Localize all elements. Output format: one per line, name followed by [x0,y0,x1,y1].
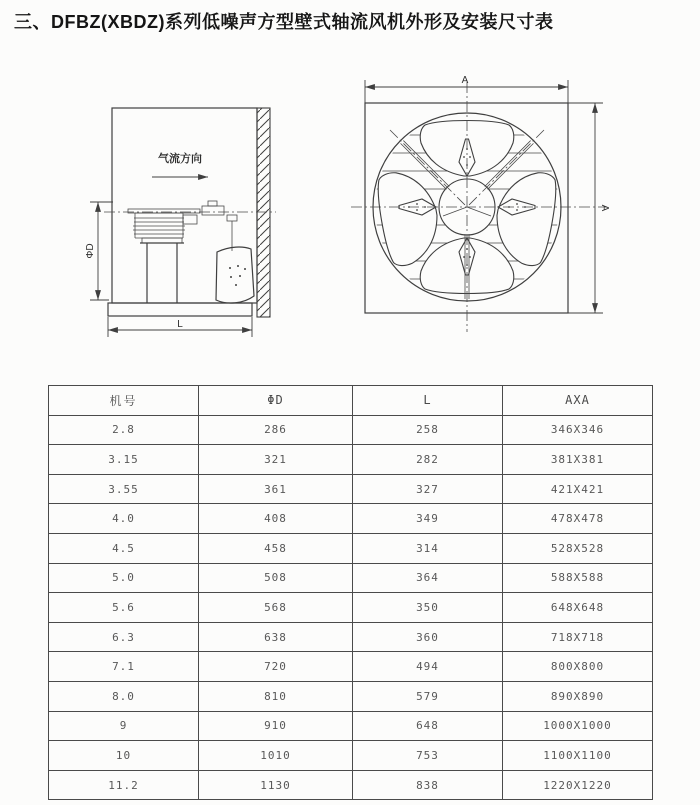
table-cell: 4.0 [49,504,199,534]
dimension-phi-d [85,202,113,300]
table-cell: 3.55 [49,474,199,504]
table-cell: 753 [353,741,503,771]
table-row [49,770,653,800]
table-row [49,563,653,593]
table-cell: 10 [49,741,199,771]
table-cell: 5.0 [49,563,199,593]
table-cell: 381X381 [503,445,653,475]
table-row [49,652,653,682]
table-cell: 838 [353,770,503,800]
phi-d-label: ΦD [85,243,96,259]
motor-assembly [128,209,200,303]
table-cell: 528X528 [503,533,653,563]
dimension-l [108,317,252,337]
table-cell: 327 [353,474,503,504]
table-row [49,711,653,741]
table-cell: 800X800 [503,652,653,682]
table-cell: 508 [199,563,353,593]
airflow-direction-label: 气流方向 [158,153,202,165]
table-cell: 1000X1000 [503,711,653,741]
table-row [49,533,653,563]
table-cell: 638 [199,622,353,652]
table-cell: 5.6 [49,593,199,623]
table-cell: 1100X1100 [503,741,653,771]
base-plate [108,303,252,316]
table-cell: 7.1 [49,652,199,682]
table-cell: 579 [353,681,503,711]
table-cell: 648 [353,711,503,741]
table-cell: 494 [353,652,503,682]
table-row [49,622,653,652]
spec-table-body [49,415,653,800]
table-cell: 4.5 [49,533,199,563]
table-cell: 8.0 [49,681,199,711]
page-title: 三、DFBZ(XBDZ)系列低噪声方型壁式轴流风机外形及安装尺寸表 [14,12,554,32]
header-l: L [353,386,503,416]
table-cell: 890X890 [503,681,653,711]
table-cell: 361 [199,474,353,504]
table-cell: 321 [199,445,353,475]
table-row [49,415,653,445]
table-cell: 1220X1220 [503,770,653,800]
table-cell: 421X421 [503,474,653,504]
table-row [49,445,653,475]
table-cell: 282 [353,445,503,475]
front-view-drawing [345,60,655,350]
side-view-drawing [80,65,300,355]
dimension-a-right [568,103,610,313]
table-cell: 1130 [199,770,353,800]
table-cell: 364 [353,563,503,593]
l-label: L [177,319,183,330]
table-cell: 6.3 [49,622,199,652]
table-cell: 349 [353,504,503,534]
table-row [49,504,653,534]
table-row [49,681,653,711]
wall-hatch-section [257,108,270,317]
fan-casing-outline [112,108,257,303]
table-row [49,593,653,623]
header-model: 机号 [49,386,199,416]
dimension-table [48,385,653,800]
table-cell: 718X718 [503,622,653,652]
table-cell: 314 [353,533,503,563]
table-cell: 360 [353,622,503,652]
table-cell: 810 [199,681,353,711]
dimension-a-top [365,75,568,103]
impeller-blade [216,247,254,303]
table-cell: 648X648 [503,593,653,623]
table-cell: 720 [199,652,353,682]
table-cell: 408 [199,504,353,534]
header-axa: AXA [503,386,653,416]
table-row [49,741,653,771]
table-cell: 568 [199,593,353,623]
table-cell: 258 [353,415,503,445]
table-cell: 350 [353,593,503,623]
table-header-row [49,386,653,416]
table-row [49,474,653,504]
table-cell: 478X478 [503,504,653,534]
a-right-label: A [599,204,610,212]
table-cell: 2.8 [49,415,199,445]
table-cell: 9 [49,711,199,741]
table-cell: 588X588 [503,563,653,593]
table-cell: 11.2 [49,770,199,800]
table-cell: 346X346 [503,415,653,445]
header-phi-d: ΦD [199,386,353,416]
table-cell: 458 [199,533,353,563]
table-cell: 1010 [199,741,353,771]
table-cell: 3.15 [49,445,199,475]
shaft-terminal-box [183,201,237,251]
table-cell: 910 [199,711,353,741]
table-cell: 286 [199,415,353,445]
a-top-label: A [461,75,469,86]
